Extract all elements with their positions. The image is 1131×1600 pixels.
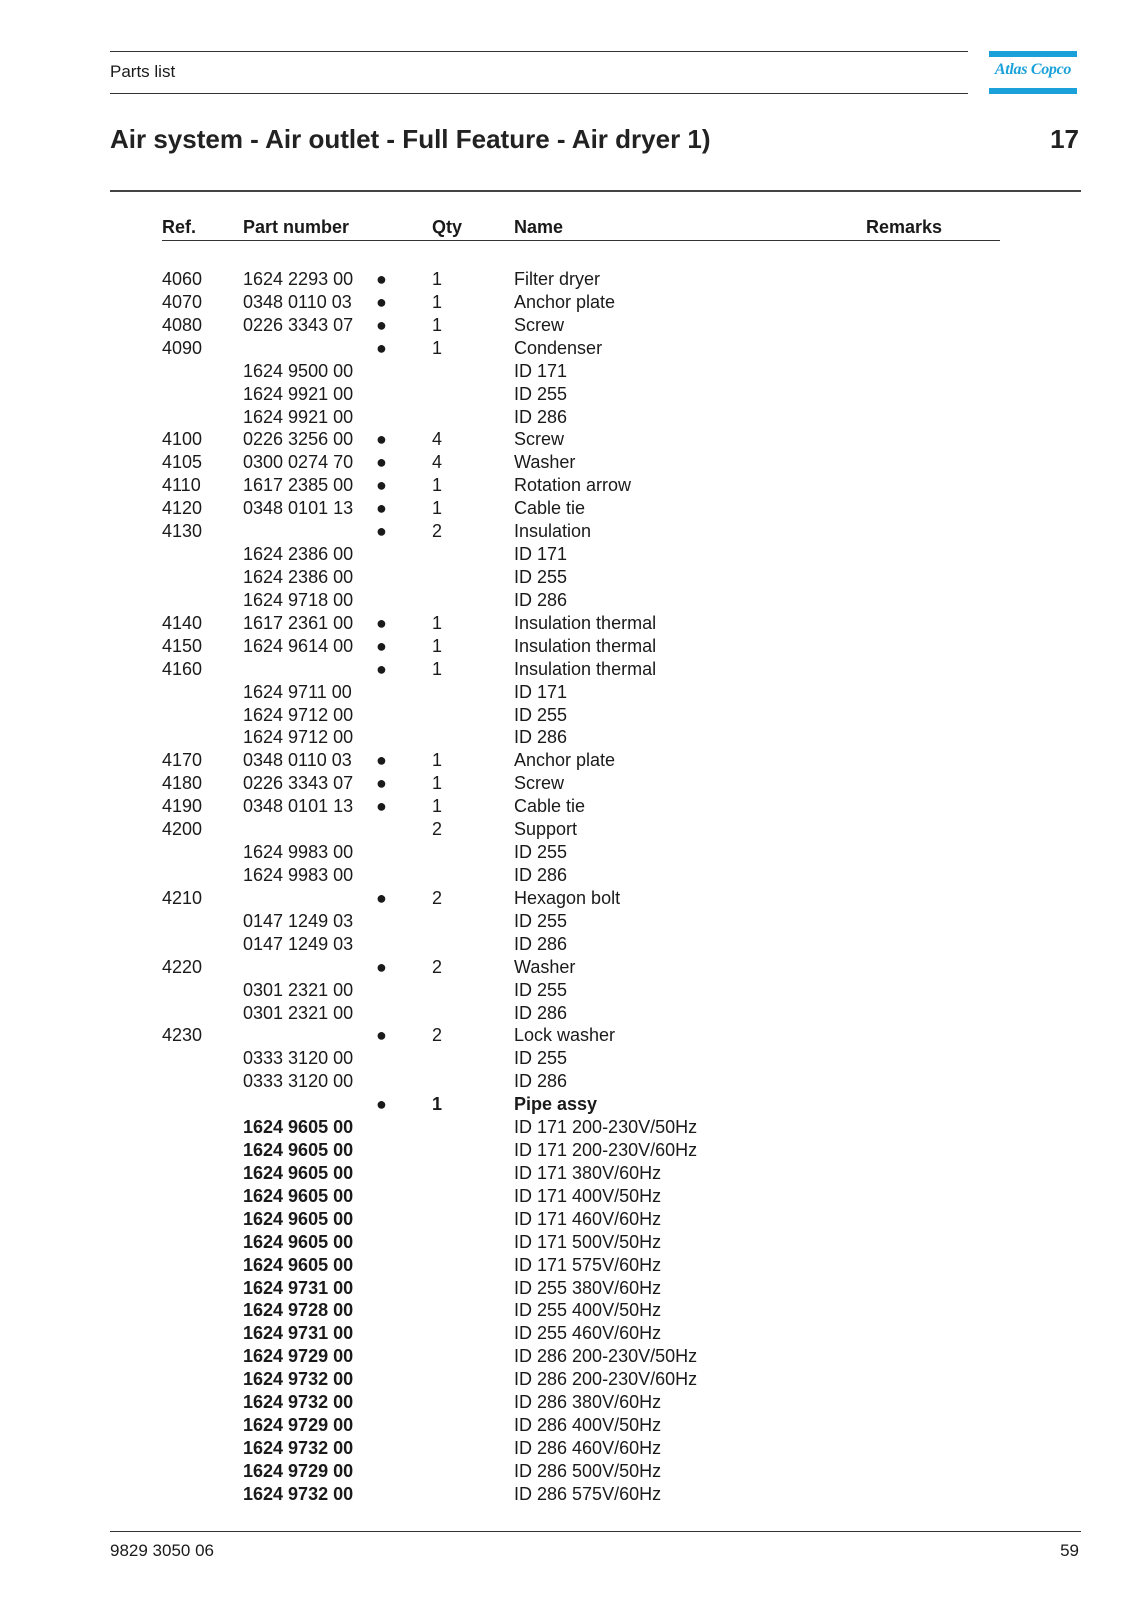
part-number-cell: 1624 9921 00 xyxy=(243,406,354,427)
column-header-ref: Ref. xyxy=(162,217,197,237)
name-cell: ID 255 xyxy=(514,704,568,725)
name-cell: ID 171 xyxy=(514,360,568,381)
part-number-cell: 1624 9732 00 xyxy=(243,1369,354,1390)
column-header-remarks: Remarks xyxy=(866,217,943,237)
part-number-cell: 1624 9732 00 xyxy=(243,1392,354,1413)
table-row xyxy=(0,1093,1131,1116)
name-cell: Screw xyxy=(514,773,565,794)
name-cell: ID 286 200-230V/50Hz xyxy=(514,1346,698,1367)
name-cell: ID 286 200-230V/60Hz xyxy=(514,1369,698,1390)
table-row xyxy=(0,749,1131,772)
part-number-cell: 1624 9718 00 xyxy=(243,589,354,610)
qty-cell: 1 xyxy=(432,314,443,335)
name-cell: ID 171 575V/60Hz xyxy=(514,1254,662,1275)
table-row xyxy=(0,337,1131,360)
name-cell: ID 255 xyxy=(514,910,568,931)
table-row xyxy=(0,795,1131,818)
footer-rule xyxy=(110,1531,1081,1532)
ref-cell: 4170 xyxy=(162,750,203,771)
ref-cell: 4070 xyxy=(162,291,203,312)
table-row xyxy=(0,1460,1131,1483)
name-cell: ID 171 200-230V/60Hz xyxy=(514,1140,698,1161)
ref-cell: 4160 xyxy=(162,658,203,679)
atlas-copco-logo xyxy=(989,51,1077,94)
name-cell: ID 255 400V/50Hz xyxy=(514,1300,662,1321)
bullet-marker: ● xyxy=(376,521,387,542)
bullet-marker: ● xyxy=(376,658,387,679)
bullet-marker: ● xyxy=(376,1094,387,1115)
title-rule xyxy=(110,190,1081,192)
table-row xyxy=(0,291,1131,314)
table-row xyxy=(0,772,1131,795)
part-number-cell: 1624 9605 00 xyxy=(243,1231,354,1252)
name-cell: ID 286 xyxy=(514,589,568,610)
ref-cell: 4060 xyxy=(162,269,203,289)
part-number-cell: 1624 9921 00 xyxy=(243,383,354,404)
name-cell: Rotation arrow xyxy=(514,475,632,496)
name-cell: ID 255 380V/60Hz xyxy=(514,1277,662,1298)
table-row xyxy=(0,1002,1131,1025)
part-number-cell: 0348 0110 03 xyxy=(243,291,352,312)
document-number: 9829 3050 06 xyxy=(110,1541,214,1560)
qty-cell: 1 xyxy=(432,337,443,358)
table-row xyxy=(0,933,1131,956)
name-cell: Pipe assy xyxy=(514,1094,598,1115)
part-number-cell: 1624 9711 00 xyxy=(243,681,352,702)
name-cell: Screw xyxy=(514,429,565,450)
qty-cell: 2 xyxy=(432,956,443,977)
table-row xyxy=(0,1437,1131,1460)
bullet-marker: ● xyxy=(376,498,387,519)
name-cell: ID 171 380V/60Hz xyxy=(514,1162,662,1183)
qty-cell: 2 xyxy=(432,887,443,908)
table-row xyxy=(0,1414,1131,1437)
table-row xyxy=(0,1185,1131,1208)
name-cell: ID 286 500V/50Hz xyxy=(514,1460,662,1481)
table-row xyxy=(0,635,1131,658)
part-number-cell: 0226 3343 07 xyxy=(243,314,354,335)
bullet-marker: ● xyxy=(376,314,387,335)
table-row xyxy=(0,864,1131,887)
qty-cell: 1 xyxy=(432,658,443,679)
name-cell: ID 286 xyxy=(514,406,568,427)
part-number-cell: 1624 9712 00 xyxy=(243,727,354,748)
part-number-cell: 0301 2321 00 xyxy=(243,979,354,1000)
name-cell: Insulation thermal xyxy=(514,635,657,656)
bullet-marker: ● xyxy=(376,612,387,633)
part-number-cell: 0333 3120 00 xyxy=(243,1048,354,1069)
table-row xyxy=(0,314,1131,337)
table-row xyxy=(0,1116,1131,1139)
name-cell: ID 286 xyxy=(514,1002,568,1023)
qty-cell: 1 xyxy=(432,635,443,656)
logo-bottom-bar xyxy=(989,88,1077,94)
bullet-marker: ● xyxy=(376,635,387,656)
ref-cell: 4130 xyxy=(162,521,203,542)
part-number-cell: 1624 9605 00 xyxy=(243,1185,354,1206)
table-row xyxy=(0,1299,1131,1322)
name-cell: Condenser xyxy=(514,337,603,358)
table-row xyxy=(0,1254,1131,1277)
part-number-cell: 0226 3256 00 xyxy=(243,429,354,450)
table-header-rule xyxy=(162,240,1000,241)
bullet-marker: ● xyxy=(376,750,387,771)
table-row xyxy=(0,841,1131,864)
part-number-cell: 0226 3343 07 xyxy=(243,773,354,794)
qty-cell: 4 xyxy=(432,429,443,450)
qty-cell: 1 xyxy=(432,475,443,496)
name-cell: Insulation thermal xyxy=(514,658,657,679)
table-row xyxy=(0,543,1131,566)
table-row xyxy=(0,1162,1131,1185)
qty-cell: 2 xyxy=(432,819,443,840)
page-number: 59 xyxy=(1060,1541,1079,1560)
name-cell: Hexagon bolt xyxy=(514,887,621,908)
part-number-cell: 1624 9731 00 xyxy=(243,1323,354,1344)
parts-table-body xyxy=(0,268,1131,1506)
part-number-cell: 1624 9729 00 xyxy=(243,1460,354,1481)
bullet-marker: ● xyxy=(376,956,387,977)
table-row xyxy=(0,383,1131,406)
name-cell: Anchor plate xyxy=(514,750,616,771)
table-row xyxy=(0,704,1131,727)
name-cell: ID 286 380V/60Hz xyxy=(514,1392,662,1413)
bullet-marker: ● xyxy=(376,452,387,473)
column-header-qty: Qty xyxy=(432,217,463,237)
part-number-cell: 1624 9614 00 xyxy=(243,635,354,656)
qty-cell: 1 xyxy=(432,612,443,633)
part-number-cell: 1617 2361 00 xyxy=(243,612,354,633)
bullet-marker: ● xyxy=(376,269,387,289)
part-number-cell: 1624 9605 00 xyxy=(243,1140,354,1161)
part-number-cell: 1624 9731 00 xyxy=(243,1277,354,1298)
name-cell: Insulation thermal xyxy=(514,612,657,633)
name-cell: Filter dryer xyxy=(514,269,601,289)
name-cell: ID 286 xyxy=(514,1071,568,1092)
name-cell: ID 171 xyxy=(514,544,568,565)
header-top-rule xyxy=(110,51,968,52)
column-header-part-number: Part number xyxy=(243,217,350,237)
table-row xyxy=(0,1047,1131,1070)
part-number-cell: 1624 2293 00 xyxy=(243,269,354,289)
part-number-cell: 1624 9729 00 xyxy=(243,1415,354,1436)
table-row xyxy=(0,1322,1131,1345)
name-cell: ID 171 200-230V/50Hz xyxy=(514,1117,698,1138)
qty-cell: 1 xyxy=(432,269,443,289)
table-row xyxy=(0,612,1131,635)
table-row xyxy=(0,1277,1131,1300)
ref-cell: 4200 xyxy=(162,819,203,840)
name-cell: ID 255 xyxy=(514,1048,568,1069)
qty-cell: 1 xyxy=(432,1094,443,1115)
qty-cell: 1 xyxy=(432,796,443,817)
part-number-cell: 1624 9728 00 xyxy=(243,1300,354,1321)
table-row xyxy=(0,956,1131,979)
qty-cell: 2 xyxy=(432,1025,443,1046)
name-cell: ID 171 500V/50Hz xyxy=(514,1231,662,1252)
name-cell: ID 286 xyxy=(514,727,568,748)
name-cell: Cable tie xyxy=(514,498,586,519)
name-cell: ID 286 460V/60Hz xyxy=(514,1438,662,1459)
qty-cell: 1 xyxy=(432,773,443,794)
table-row xyxy=(0,451,1131,474)
table-row xyxy=(0,1391,1131,1414)
bullet-marker: ● xyxy=(376,337,387,358)
table-row xyxy=(0,887,1131,910)
name-cell: Washer xyxy=(514,452,576,473)
qty-cell: 4 xyxy=(432,452,443,473)
part-number-cell: 1624 9983 00 xyxy=(243,864,354,885)
table-row xyxy=(0,681,1131,704)
header-bottom-rule xyxy=(110,93,968,94)
qty-cell: 2 xyxy=(432,521,443,542)
column-header-name: Name xyxy=(514,217,564,237)
name-cell: Insulation xyxy=(514,521,592,542)
name-cell: Lock washer xyxy=(514,1025,616,1046)
name-cell: Support xyxy=(514,819,578,840)
ref-cell: 4105 xyxy=(162,452,203,473)
table-row xyxy=(0,360,1131,383)
part-number-cell: 1624 2386 00 xyxy=(243,566,354,587)
part-number-cell: 0348 0101 13 xyxy=(243,498,354,519)
part-number-cell: 0147 1249 03 xyxy=(243,910,354,931)
ref-cell: 4210 xyxy=(162,887,203,908)
part-number-cell: 1624 9983 00 xyxy=(243,842,354,863)
section-label: Parts list xyxy=(110,62,176,81)
ref-cell: 4140 xyxy=(162,612,203,633)
table-row xyxy=(0,474,1131,497)
ref-cell: 4190 xyxy=(162,796,203,817)
part-number-cell: 1624 9605 00 xyxy=(243,1254,354,1275)
table-row xyxy=(0,1483,1131,1506)
name-cell: Cable tie xyxy=(514,796,586,817)
ref-cell: 4110 xyxy=(162,475,201,496)
ref-cell: 4080 xyxy=(162,314,203,335)
chapter-number: 17 xyxy=(1050,124,1079,154)
table-row xyxy=(0,268,1131,291)
part-number-cell: 0301 2321 00 xyxy=(243,1002,354,1023)
part-number-cell: 0147 1249 03 xyxy=(243,933,354,954)
table-row xyxy=(0,428,1131,451)
bullet-marker: ● xyxy=(376,429,387,450)
name-cell: ID 171 xyxy=(514,681,568,702)
table-row xyxy=(0,979,1131,1002)
table-row xyxy=(0,520,1131,543)
part-number-cell: 1624 9605 00 xyxy=(243,1208,354,1229)
name-cell: Screw xyxy=(514,314,565,335)
table-row xyxy=(0,1139,1131,1162)
logo-top-bar xyxy=(989,51,1077,57)
ref-cell: 4090 xyxy=(162,337,203,358)
name-cell: ID 255 xyxy=(514,979,568,1000)
table-row xyxy=(0,1024,1131,1047)
table-row xyxy=(0,589,1131,612)
part-number-cell: 1624 2386 00 xyxy=(243,544,354,565)
name-cell: ID 255 460V/60Hz xyxy=(514,1323,662,1344)
name-cell: ID 286 575V/60Hz xyxy=(514,1483,662,1504)
table-row xyxy=(0,1345,1131,1368)
part-number-cell: 1624 9605 00 xyxy=(243,1117,354,1138)
bullet-marker: ● xyxy=(376,1025,387,1046)
table-row xyxy=(0,910,1131,933)
bullet-marker: ● xyxy=(376,475,387,496)
table-row xyxy=(0,1231,1131,1254)
qty-cell: 1 xyxy=(432,498,443,519)
qty-cell: 1 xyxy=(432,291,443,312)
part-number-cell: 0300 0274 70 xyxy=(243,452,354,473)
table-row xyxy=(0,658,1131,681)
table-row xyxy=(0,818,1131,841)
qty-cell: 1 xyxy=(432,750,443,771)
name-cell: ID 255 xyxy=(514,566,568,587)
logo-wordmark: Atlas Copco xyxy=(994,61,1072,78)
bullet-marker: ● xyxy=(376,887,387,908)
table-row xyxy=(0,1208,1131,1231)
name-cell: ID 286 xyxy=(514,864,568,885)
name-cell: ID 286 xyxy=(514,933,568,954)
table-row xyxy=(0,406,1131,429)
part-number-cell: 1624 9732 00 xyxy=(243,1483,354,1504)
ref-cell: 4180 xyxy=(162,773,203,794)
name-cell: ID 171 460V/60Hz xyxy=(514,1208,662,1229)
part-number-cell: 1624 9712 00 xyxy=(243,704,354,725)
part-number-cell: 1617 2385 00 xyxy=(243,475,354,496)
part-number-cell: 0333 3120 00 xyxy=(243,1071,354,1092)
table-row xyxy=(0,566,1131,589)
table-row xyxy=(0,497,1131,520)
ref-cell: 4230 xyxy=(162,1025,203,1046)
name-cell: ID 171 400V/50Hz xyxy=(514,1185,662,1206)
bullet-marker: ● xyxy=(376,773,387,794)
bullet-marker: ● xyxy=(376,291,387,312)
ref-cell: 4100 xyxy=(162,429,203,450)
ref-cell: 4220 xyxy=(162,956,203,977)
ref-cell: 4150 xyxy=(162,635,203,656)
name-cell: ID 286 400V/50Hz xyxy=(514,1415,662,1436)
name-cell: ID 255 xyxy=(514,383,568,404)
bullet-marker: ● xyxy=(376,796,387,817)
name-cell: Washer xyxy=(514,956,576,977)
part-number-cell: 0348 0110 03 xyxy=(243,750,352,771)
ref-cell: 4120 xyxy=(162,498,203,519)
table-row xyxy=(0,1368,1131,1391)
name-cell: ID 255 xyxy=(514,842,568,863)
part-number-cell: 1624 9605 00 xyxy=(243,1162,354,1183)
page-title: Air system - Air outlet - Full Feature - Air dryer 1) xyxy=(110,124,711,154)
table-row xyxy=(0,726,1131,749)
part-number-cell: 1624 9732 00 xyxy=(243,1438,354,1459)
part-number-cell: 1624 9500 00 xyxy=(243,360,354,381)
table-row xyxy=(0,1070,1131,1093)
name-cell: Anchor plate xyxy=(514,291,616,312)
part-number-cell: 1624 9729 00 xyxy=(243,1346,354,1367)
part-number-cell: 0348 0101 13 xyxy=(243,796,354,817)
